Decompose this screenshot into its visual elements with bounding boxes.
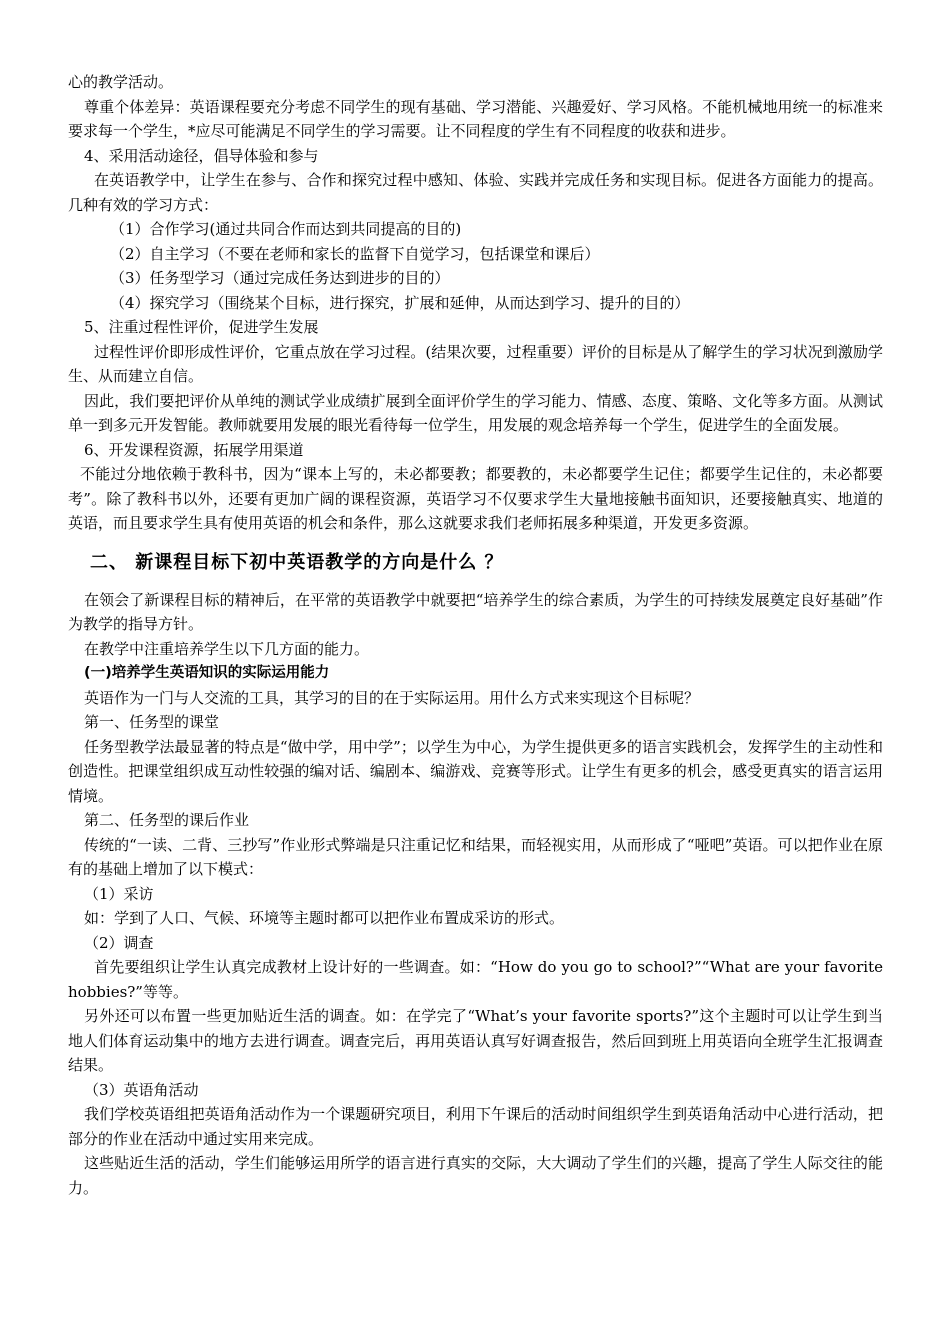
section-title: （2）调查 [84,933,154,952]
paragraph: 在领会了新课程目标的精神后，在平常的英语教学中就要把“培养学生的综合素质，为学生的可持续发展奠定良好基础”作为教学的指导方针。 [68,590,883,633]
list-item: （3）任务型学习（通过完成任务达到进步的目的） [110,269,450,287]
paragraph: 心的教学活动。 [68,73,174,91]
paragraph: 不能过分地依赖于教科书，因为“课本上写的，未必都要教；都要教的，未必都要学生记住；都要学生记住的，未必都要考”。除了教科书以外，还要有更加广阔的课程资源，英语学习不仅要求学生大量地接触书面知识，还要接触真实、地道的英语，而且要求学生具有使用英语的机会和条件，那么这就要求我们老师拓展多种渠道，开发更多资源。 [68,465,883,532]
list-item: （2）自主学习（不要在老师和家长的监督下自觉学习，包括课堂和课后） [110,244,600,263]
section-title: 第一、任务型的课堂 [84,713,220,731]
paragraph: 在教学中注重培养学生以下几方面的能力。 [84,639,370,658]
section-title: 6、开发课程资源，拓展学用渠道 [84,440,304,459]
section-title: 4、采用活动途径，倡导体验和参与 [84,146,319,165]
paragraph: 这些贴近生活的活动，学生们能够运用所学的语言进行真实的交际，大大调动了学生们的兴趣，提高了学生人际交往的能力。 [68,1154,883,1197]
list-item: （4）探究学习（围绕某个目标，进行探究，扩展和延伸，从而达到学习、提升的目的） [110,293,690,312]
paragraph: 英语作为一门与人交流的工具，其学习的目的在于实际运用。用什么方式来实现这个目标呢？ [84,688,700,707]
paragraph: 在英语教学中，让学生在参与、合作和探究过程中感知、体验、实践并完成任务和实现目标。促进各方面能力的提高。几种有效的学习方式： [68,171,883,214]
section-title: 第二、任务型的课后作业 [84,811,250,829]
paragraph: 任务型教学法最显著的特点是“做中学，用中学”；以学生为中心，为学生提供更多的语言实践机会，发挥学生的主动性和创造性。把课堂组织成互动性较强的编对话、编剧本、编游戏、竞赛等形式。让学生有更多的机会，感受更真实的语言运用情境。 [68,737,883,805]
chapter-heading: 二、 新课程目标下初中英语教学的方向是什么 ？ [90,551,504,573]
paragraph: 尊重个体差异：英语课程要充分考虑不同学生的现有基础、学习潜能、兴趣爱好、学习风格。不能机械地用统一的标准来要求每一个学生，*应尽可能满足不同学生的学习需要。让不同程度的学生有不同程度的收获和进步。 [68,97,883,140]
section-title: （1）采访 [84,884,154,903]
list-item: （1）合作学习(通过共同合作而达到共同提高的目的) [110,220,462,238]
section-title: 5、注重过程性评价，促进学生发展 [84,318,319,336]
paragraph: 首先要组织让学生认真完成教材上设计好的一些调查。如：“How do you go to school?”“What are your favorite hobbies?”等等。 [68,958,883,1001]
paragraph: 因此，我们要把评价从单纯的测试学业成绩扩展到全面评价学生的学习能力、情感、态度、策略、文化等多方面。从测试单一到多元开发智能。教师就要用发展的眼光看待每一位学生，用发展的观念培养每一个学生，促进学生的全面发展。 [68,391,883,434]
document-body [68,70,883,1200]
paragraph: 另外还可以布置一些更加贴近生活的调查。如：在学完了“What’s your favorite sports?”这个主题时可以让学生到当地人们体育运动集中的地方去进行调查。调查完后，再用英语认真写好调查报告，然后回到班上用英语向全班学生汇报调查结果。 [68,1007,883,1074]
paragraph: 过程性评价即形成性评价，它重点放在学习过程。(结果次要，过程重要）评价的目标是从了解学生的学习状况到激励学生、从而建立自信。 [68,342,883,385]
subsection-heading: (一)培养学生英语知识的实际运用能力 [84,665,330,681]
paragraph: 我们学校英语组把英语角活动作为一个课题研究项目，利用下午课后的活动时间组织学生到英语角活动中心进行活动，把部分的作业在活动中通过实用来完成。 [68,1105,883,1148]
paragraph: 传统的“一读、二背、三抄写”作业形式弊端是只注重记忆和结果，而轻视实用，从而形成了“哑吧”英语。可以把作业在原有的基础上增加了以下模式： [68,835,883,878]
paragraph: 如：学到了人口、气候、环境等主题时都可以把作业布置成采访的形式。 [84,909,565,927]
section-title: （3）英语角活动 [84,1080,199,1099]
